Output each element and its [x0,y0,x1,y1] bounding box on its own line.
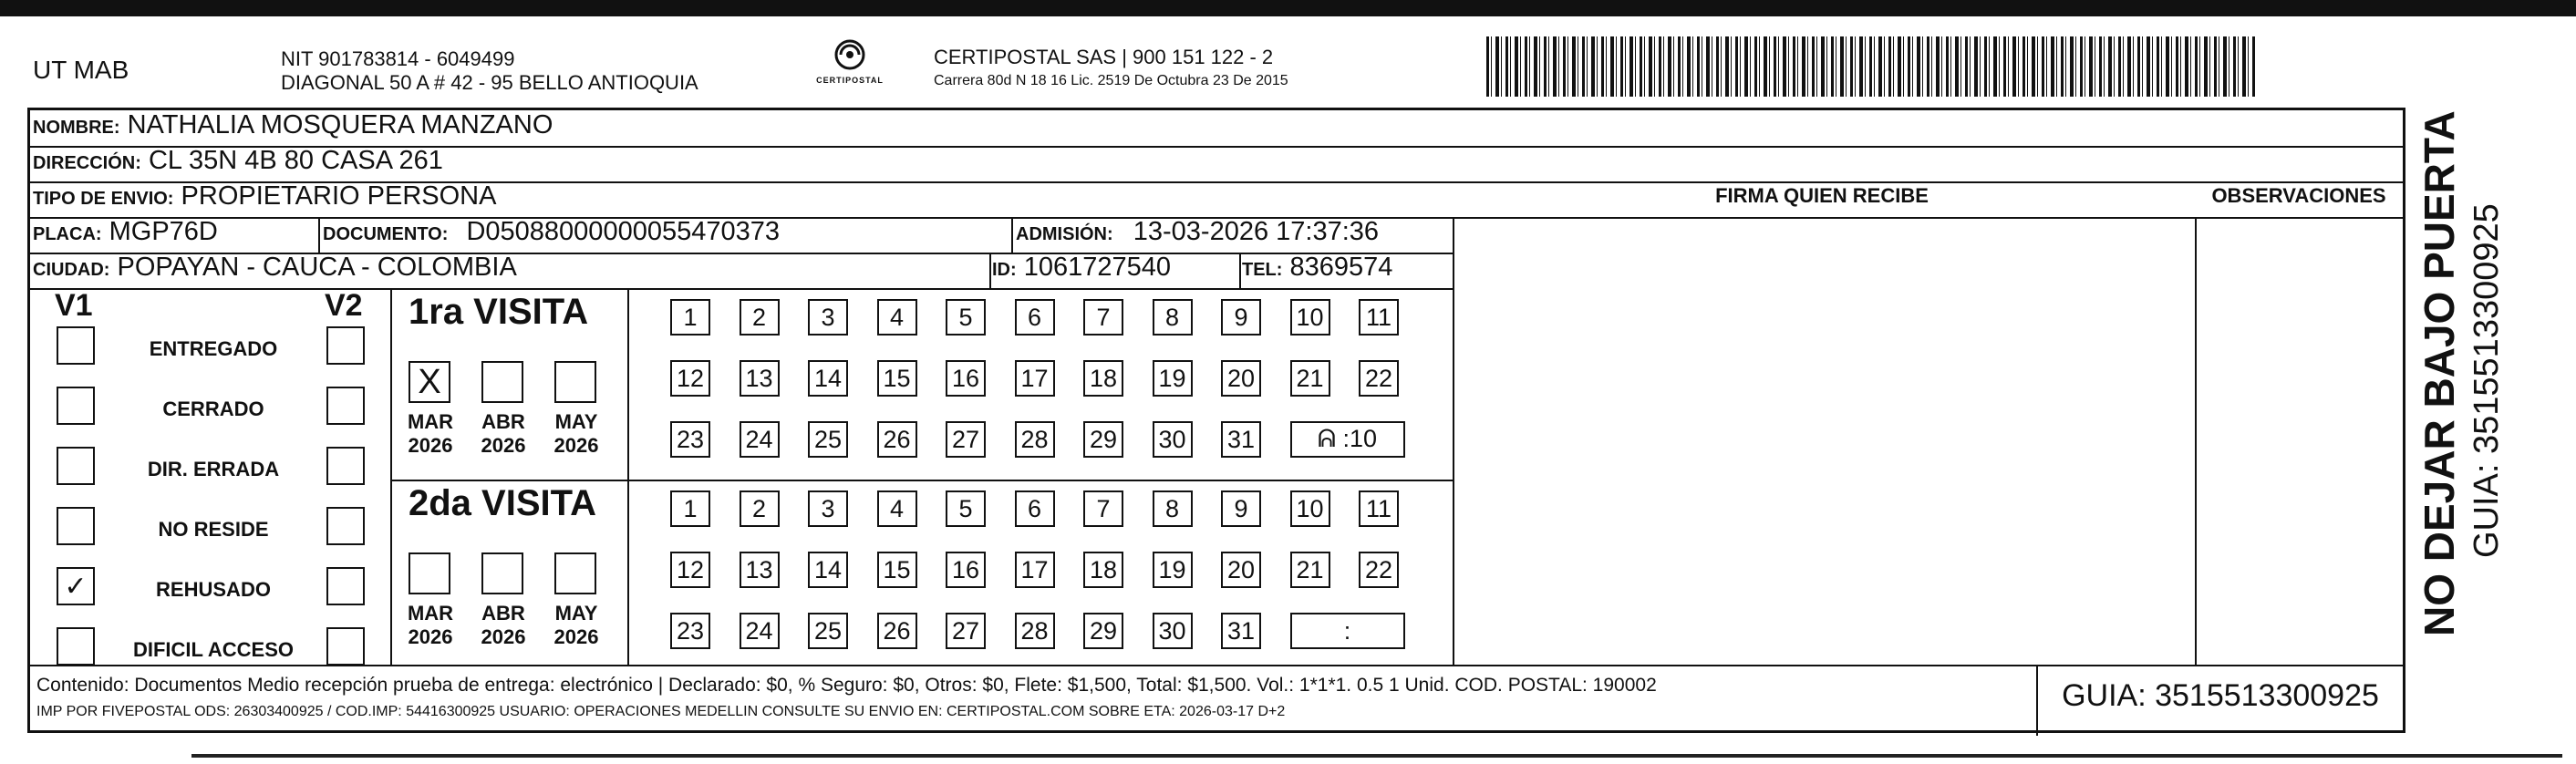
day-cell[interactable]: 7 [1083,490,1123,527]
day-cell[interactable]: 27 [946,421,986,458]
day-cell[interactable]: 18 [1083,552,1123,588]
day-cell[interactable]: 11 [1359,299,1399,336]
day-cell[interactable]: 26 [877,613,917,649]
month-checkbox[interactable] [481,361,523,403]
day-cell[interactable]: 22 [1359,360,1399,397]
day-cell[interactable]: 25 [808,421,848,458]
month-label [401,410,460,458]
month-name: ABR [481,602,525,625]
month-checkbox[interactable] [554,361,596,403]
id-field: ID: 1061727540 [992,253,1172,282]
direccion-value: CL 35N 4B 80 CASA 261 [148,146,443,175]
day-cell[interactable]: 17 [1015,360,1055,397]
placa-value: MGP76D [109,217,218,246]
day-cell[interactable]: 20 [1221,552,1261,588]
time-field[interactable]: : [1290,613,1405,649]
day-cell[interactable]: 25 [808,613,848,649]
day-cell[interactable]: 30 [1153,613,1193,649]
visit1-title: 1ra VISITA [409,292,589,332]
v1-checkbox[interactable] [57,326,95,365]
month-label [547,410,605,458]
day-cell[interactable]: 6 [1015,490,1055,527]
tel-field: TEL: 8369574 [1242,253,1393,282]
day-cell[interactable]: 5 [946,490,986,527]
tel-value: 8369574 [1289,253,1393,282]
day-cell[interactable]: 12 [670,360,710,397]
v2-header: V2 [325,288,363,323]
month-name: MAY [554,602,598,625]
v1-checkbox[interactable] [57,387,95,425]
day-cell[interactable]: 26 [877,421,917,458]
month-year: 2026 [553,434,599,457]
status-label: CERRADO [162,397,264,420]
top-edge [0,0,2576,16]
month-label [474,410,533,458]
v2-checkbox[interactable] [326,387,365,425]
nombre-row: NOMBRE: NATHALIA MOSQUERA MANZANO [33,110,553,139]
day-cell[interactable]: 27 [946,613,986,649]
month-label [401,602,460,649]
day-cell[interactable]: 8 [1153,490,1193,527]
status-label: DIFICIL ACCESO [132,638,294,661]
month-name: ABR [481,410,525,433]
tipo-envio-value: PROPIETARIO PERSONA [181,181,497,211]
v1-header: V1 [55,288,93,323]
tipo-envio-row: TIPO DE ENVIO: PROPIETARIO PERSONA [33,181,497,211]
month-checkbox[interactable] [481,552,523,594]
day-cell[interactable]: 23 [670,613,710,649]
month-label [547,602,605,649]
time-field[interactable]: ᕱ :10 [1290,421,1405,458]
company-name: UT MAB [33,56,129,84]
footer-guia: GUIA: 3515513300925 [2062,678,2379,713]
documento-value: D05088000000055470373 [466,217,780,246]
day-cell[interactable]: 10 [1290,490,1330,527]
day-cell[interactable]: 14 [808,552,848,588]
visit2-title: 2da VISITA [409,483,596,523]
month-year: 2026 [481,434,526,457]
carrier-name: CERTIPOSTAL SAS | 900 151 122 - 2 [934,46,1274,68]
admision-value: 13-03-2026 17:37:36 [1133,217,1380,246]
v1-checkbox[interactable]: ✓ [57,567,95,605]
day-cell[interactable]: 20 [1221,360,1261,397]
day-cell[interactable]: 15 [877,360,917,397]
day-cell[interactable]: 29 [1083,421,1123,458]
month-year: 2026 [408,434,453,457]
day-cell[interactable]: 14 [808,360,848,397]
imp-line: IMP POR FIVEPOSTAL ODS: 26303400925 / COD.IMP: 54416300925 USUARIO: OPERACIONES MEDELLIN CONSULTE SU ENVIO EN: CERTIPOSTAL.COM SOBRE ETA: 2026-03-17 D+2 [36,704,1286,719]
day-cell[interactable]: 1 [670,299,710,336]
v1-checkbox[interactable] [57,507,95,545]
v2-checkbox[interactable] [326,326,365,365]
day-cell[interactable]: 1 [670,490,710,527]
month-year: 2026 [553,625,599,648]
day-cell[interactable]: 3 [808,490,848,527]
nit: NIT 901783814 - 6049499 [281,47,515,70]
day-cell[interactable]: 15 [877,552,917,588]
day-cell[interactable]: 31 [1221,613,1261,649]
status-label: ENTREGADO [149,337,278,360]
day-cell[interactable]: 23 [670,421,710,458]
status-label: NO RESIDE [158,518,269,541]
month-name: MAY [554,410,598,433]
day-cell[interactable]: 11 [1359,490,1399,527]
month-year: 2026 [408,625,453,648]
day-cell[interactable]: 13 [740,360,780,397]
day-cell[interactable]: 4 [877,490,917,527]
day-cell[interactable]: 10 [1290,299,1330,336]
day-cell[interactable]: 24 [740,421,780,458]
day-cell[interactable]: 28 [1015,421,1055,458]
day-cell[interactable]: 29 [1083,613,1123,649]
month-label [474,602,533,649]
day-cell[interactable]: 19 [1153,552,1193,588]
day-cell[interactable]: 4 [877,299,917,336]
v2-checkbox[interactable] [326,627,365,666]
month-checkbox[interactable]: X [409,361,450,403]
direccion-row: DIRECCIÓN: CL 35N 4B 80 CASA 261 [33,146,443,175]
ciudad-value: POPAYAN - CAUCA - COLOMBIA [117,253,517,282]
v2-checkbox[interactable] [326,507,365,545]
v1-checkbox[interactable] [57,447,95,485]
status-label: DIR. ERRADA [147,458,280,480]
logo-text: CERTIPOSTAL [816,76,884,85]
day-cell[interactable]: 5 [946,299,986,336]
observations-area[interactable] [2196,219,2404,660]
month-checkbox[interactable] [554,552,596,594]
placa-field: PLACA: MGP76D [33,217,218,246]
id-value: 1061727540 [1023,253,1172,282]
signature-area[interactable] [1454,219,2192,660]
day-cell[interactable]: 12 [670,552,710,588]
day-cell[interactable]: 16 [946,360,986,397]
day-cell[interactable]: 13 [740,552,780,588]
carrier-license: Carrera 80d N 18 16 Lic. 2519 De Octubra 23 De 2015 [934,73,1288,88]
day-cell[interactable]: 30 [1153,421,1193,458]
nombre-value: NATHALIA MOSQUERA MANZANO [127,110,553,139]
day-cell[interactable]: 9 [1221,299,1261,336]
certipostal-logo [812,38,888,95]
month-checkbox[interactable] [409,552,450,594]
v2-checkbox[interactable] [326,567,365,605]
day-cell[interactable]: 31 [1221,421,1261,458]
documento-field: DOCUMENTO: D05088000000055470373 [323,217,780,246]
day-cell[interactable]: 2 [740,490,780,527]
contenido-line: Contenido: Documentos Medio recepción prueba de entrega: electrónico | Declarado: $0, % Seguro: $0, Otros: $0, Flete: $1,500, Total: $1,500. Vol.: 1*1*1. 0.5 1 Unid. COD. POSTAL: 190002 [36,675,1657,696]
no-dejar-notice: NO DEJAR BAJO PUERTA [2416,110,2463,636]
admision-field: ADMISIÓN: 13-03-2026 17:37:36 [1016,217,1380,246]
month-name: MAR [407,602,454,625]
day-cell[interactable]: 18 [1083,360,1123,397]
day-cell[interactable]: 28 [1015,613,1055,649]
day-cell[interactable]: 7 [1083,299,1123,336]
day-cell[interactable]: 22 [1359,552,1399,588]
day-cell[interactable]: 6 [1015,299,1055,336]
side-guia: GUIA: 3515513300925 [2467,203,2506,559]
day-cell[interactable]: 16 [946,552,986,588]
barcode [1486,36,2257,97]
day-cell[interactable]: 3 [808,299,848,336]
status-label: REHUSADO [156,578,271,601]
observaciones-header: OBSERVACIONES [2211,184,2386,207]
day-cell[interactable]: 9 [1221,490,1261,527]
day-cell[interactable]: 21 [1290,360,1330,397]
firma-header: FIRMA QUIEN RECIBE [1715,184,1929,207]
v2-checkbox[interactable] [326,447,365,485]
day-cell[interactable]: 24 [740,613,780,649]
month-name: MAR [407,410,454,433]
v1-checkbox[interactable] [57,627,95,666]
day-cell[interactable]: 2 [740,299,780,336]
month-year: 2026 [481,625,526,648]
ciudad-row: CIUDAD: POPAYAN - CAUCA - COLOMBIA [33,253,517,282]
day-cell[interactable]: 19 [1153,360,1193,397]
day-cell[interactable]: 21 [1290,552,1330,588]
bottom-edge [191,754,2562,758]
sender-address: DIAGONAL 50 A # 42 - 95 BELLO ANTIOQUIA [281,71,698,94]
day-cell[interactable]: 17 [1015,552,1055,588]
day-cell[interactable]: 8 [1153,299,1193,336]
